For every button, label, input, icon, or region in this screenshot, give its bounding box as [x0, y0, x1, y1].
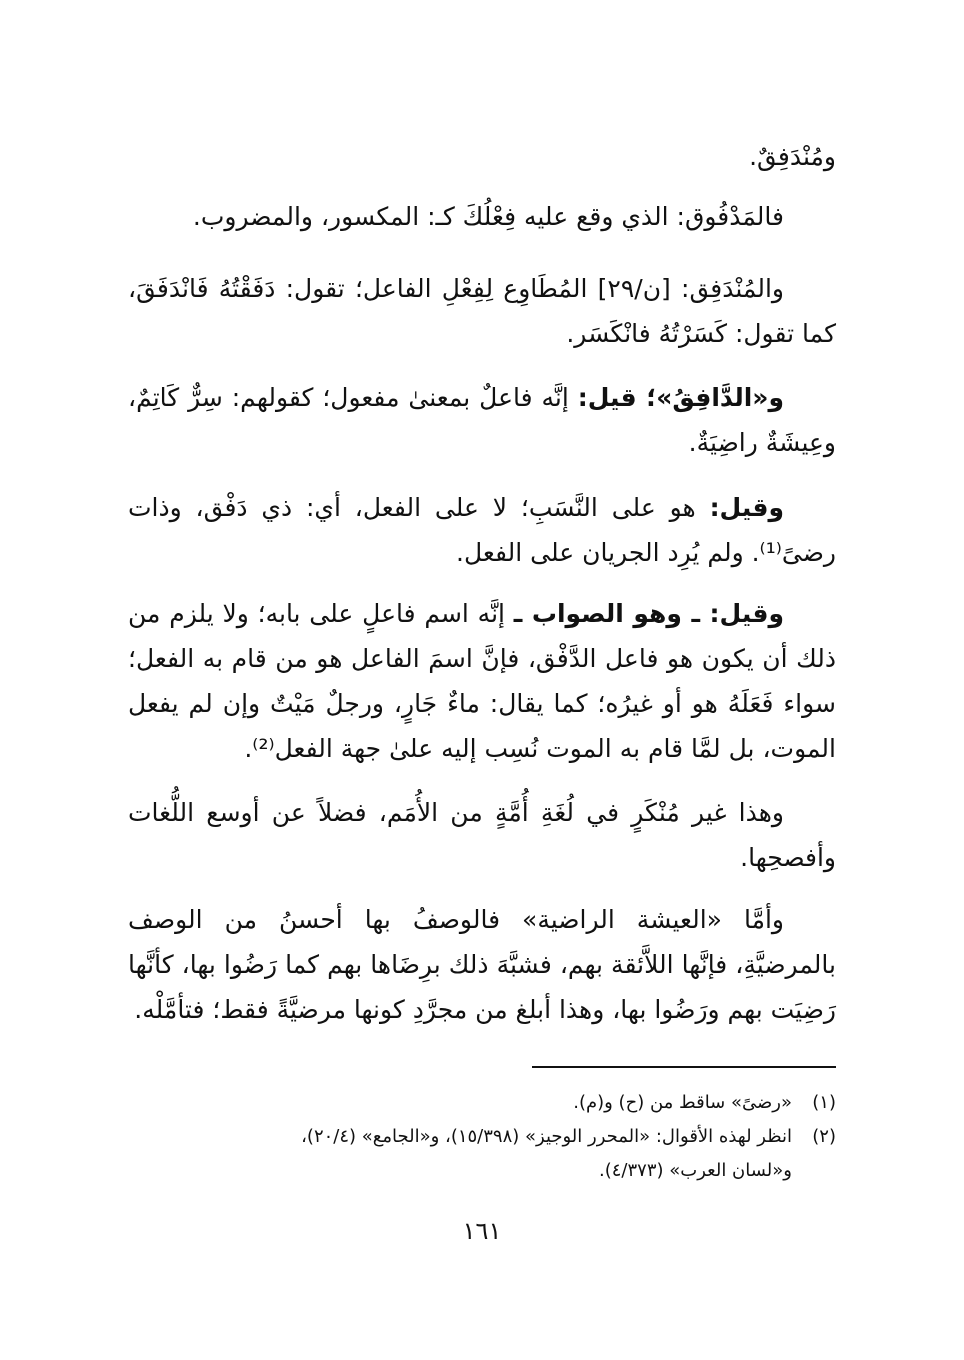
paragraph-text: وأمَّا «العيشة الراضية» فالوصفُ بها أحسنُ من الوصف بالمرضيَّةِ، فإنَّها اللاَّئقة بهم، فشبَّهَ ذلك برِضَاها بهم كما رَضُوا بها، كأنَّها رَضِيَت بهم ورَضُوا بها، وهذا أبلغ من مجرَّدِ كونها مرضيَّةً فقط؛ فتأمَّلْه.: [128, 905, 836, 1024]
paragraph-3: [128, 266, 836, 356]
paragraph-lead: و«الدَّافِقُ»؛ قيل:: [577, 383, 784, 412]
footnote-2: [128, 1120, 836, 1154]
page-number: ١٦١: [462, 1217, 502, 1245]
footnote-number: (٢): [812, 1126, 836, 1147]
paragraph-text: ومُنْدَفِقٌ.: [749, 142, 836, 171]
footnote-number: (١): [812, 1092, 836, 1113]
paragraph-text: فالمَدْفُوق: الذي وقع عليه فِعْلُكَ كـ: المكسور، والمضروب.: [192, 202, 784, 231]
paragraph-text: والمُنْدَفِق: [ن/٢٩] المُطَاوِع لِفِعْلِ الفاعل؛ تقول: دَفَقْتُهُ فَانْدَفَقَ، كما تقول: كَسَرْتُهُ فانْكَسَر.: [128, 274, 836, 348]
footnote-text: و«لسان العرب» (٤/٣٧٣).: [599, 1160, 792, 1181]
footnotes: [128, 1086, 836, 1188]
paragraph-text: وهذا غير مُنْكَرٍ في لُغَةِ أُمَّةٍ من الأُمَم، فضلاً عن أوسع اللُّغات وأفصحِها.: [128, 798, 836, 872]
paragraph-lead: وقيل:: [709, 493, 784, 522]
paragraph-4: [128, 375, 836, 465]
footnote-2-continuation: [128, 1154, 836, 1188]
paragraph-lead: وقيل: ـ وهو الصواب ـ: [513, 599, 784, 628]
paragraph-2: [128, 194, 836, 239]
paragraph-6: [128, 591, 836, 771]
footnote-text: «رضىً» ساقط من (ح) و(م).: [573, 1092, 792, 1113]
paragraph-8: [128, 897, 836, 1032]
footnote-separator: [532, 1066, 836, 1068]
paragraph-7: [128, 790, 836, 880]
footnote-1: [128, 1086, 836, 1120]
paragraph-text: إنَّه اسم فاعلٍ على بابه؛ ولا يلزم من ذلك أن يكون هو فاعل الدَّفْق، فإنَّ اسمَ الفاعل هو من قام به الفعل؛ سواء فَعَلَهُ هو أو غيرُه؛ كما يقال: ماءٌ جَارٍ، ورجلٌ مَيْتٌ وإن لم يفعل الموت، بل لمَّا قام به الموت نُسِب إليه علىٰ جهة الفعل⁽²⁾.: [128, 599, 836, 763]
paragraph-text: إنَّه فاعلٌ بمعنىٰ مفعول؛ كقولهم: سِرٌّ كَاتِمٌ، وعِيشَةٌ راضِيَةٌ.: [128, 383, 836, 457]
paragraph-1: [128, 134, 836, 179]
paragraph-5: [128, 485, 836, 575]
footnote-text: انظر لهذه الأقوال: «المحرر الوجيز» (١٥/٣٩٨)، و«الجامع» (٢٠/٤)،: [301, 1126, 792, 1147]
paragraph-text: هو على النَّسَبِ؛ لا على الفعل، أي: ذي دَفْق، وذات رضىً⁽¹⁾. ولم يُرِد الجريان على الفعل.: [128, 493, 836, 567]
